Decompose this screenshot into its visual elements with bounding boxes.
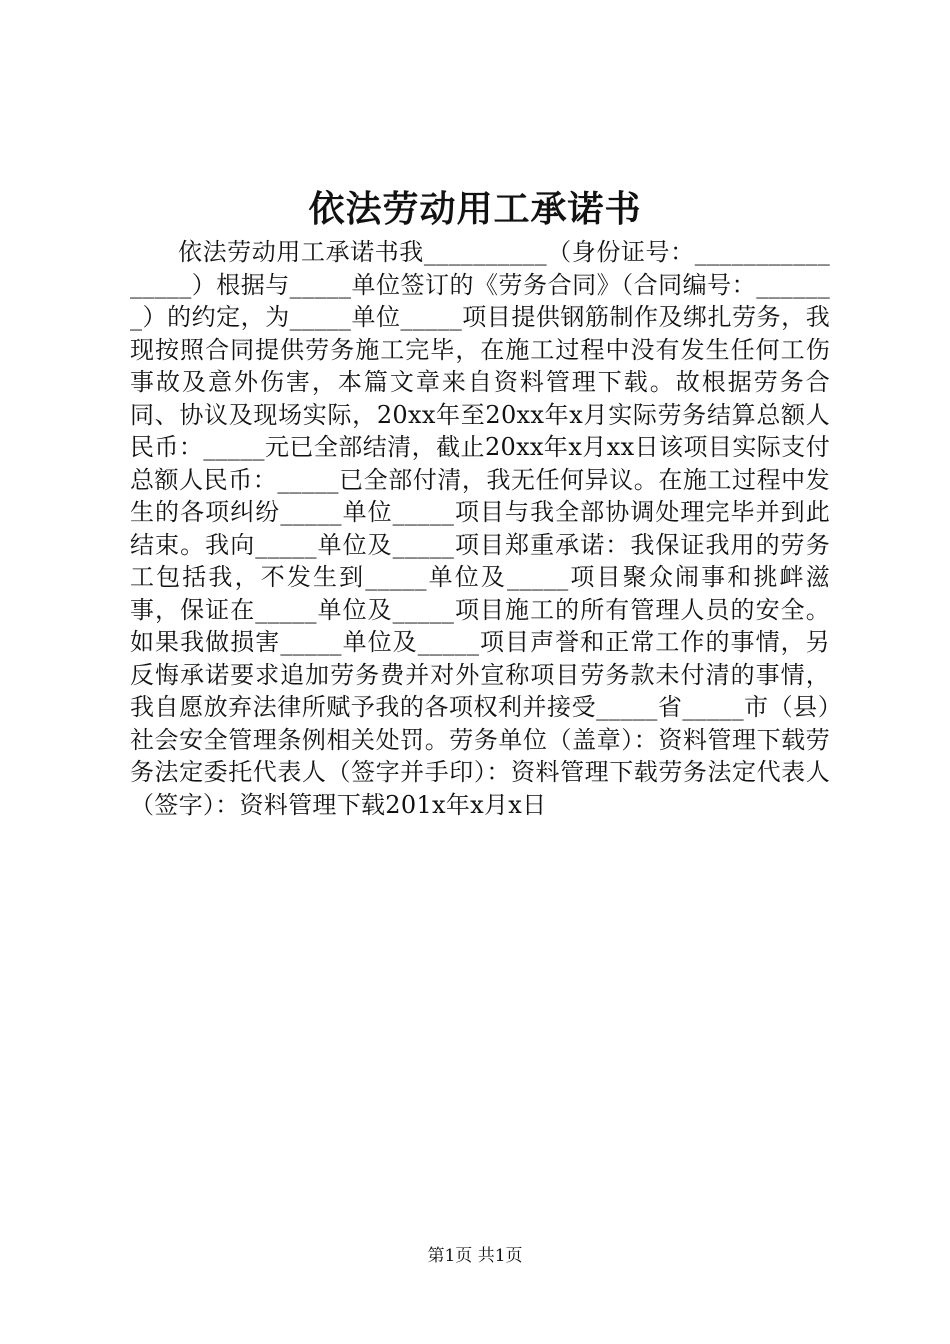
document-body: 依法劳动用工承诺书我__________（身份证号：________________）根据与_____单位签订的《劳务合同》（合同编号：_______）的约定，为_____单位_____项目提供钢筋制作及绑扎劳务，我现按照合同提供劳务施工完毕，在施工过程中没有发生任何工伤事故及意外伤害，本篇文章来自资料管理下载。故根据劳务合同、协议及现场实际，20xx年至20xx年x月实际劳务结算总额人民币：_____元已全部结清，截止20xx年x月xx日该项目实际支付总额人民币：_____已全部付清，我无任何异议。在施工过程中发生的各项纠纷_____单位_____项目与我全部协调处理完毕并到此结束。我向_____单位及_____项目郑重承诺：我保证我用的劳务工包括我，不发生到_____单位及_____项目聚众闹事和挑衅滋事，保证在_____单位及_____项目施工的所有管理人员的安全。如果我做损害_____单位及_____项目声誉和正常工作的事情，另反悔承诺要求追加劳务费并对外宣称项目劳务款未付清的事情，我自愿放弃法律所赋予我的各项权利并接受_____省_____市（县）社会安全管理条例相关处罚。劳务单位（盖章）：资料管理下载劳务法定委托代表人（签字并手印）：资料管理下载劳务法定代表人（签字）：资料管理下载201x年x月x日 bbox=[130, 238, 830, 819]
page-footer: 第1页 共1页 bbox=[427, 1246, 523, 1266]
document-title: 依法劳动用工承诺书 bbox=[308, 188, 642, 230]
